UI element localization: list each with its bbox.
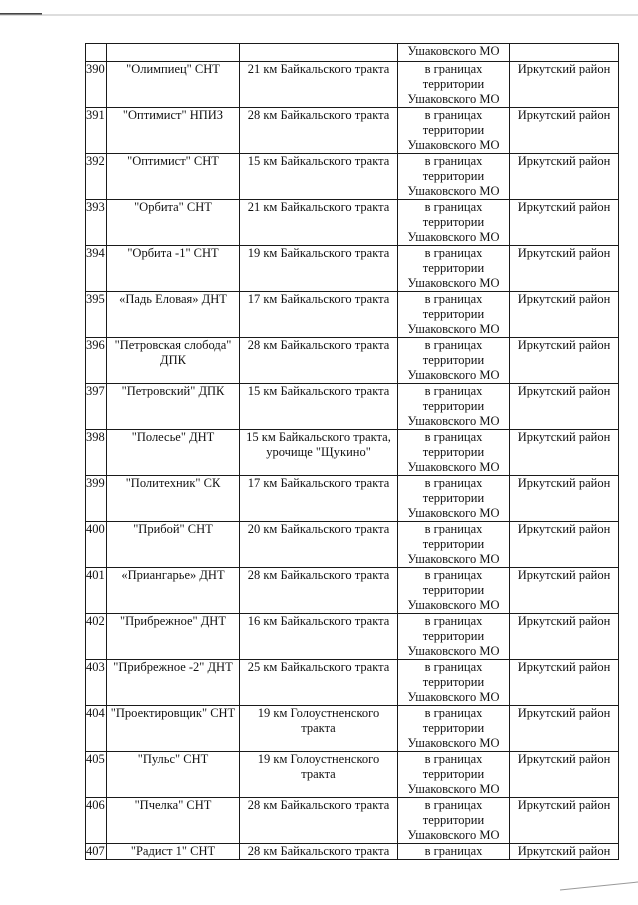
cell-address — [240, 384, 398, 430]
cell-name — [107, 568, 240, 614]
cell-number-line: 398 — [86, 430, 105, 444]
cell-number — [86, 844, 107, 860]
cell-district-line: Иркутский район — [517, 568, 611, 582]
table-row-partial — [86, 844, 619, 860]
cell-location-line: Ушаковского МО — [407, 552, 500, 566]
cell-name — [107, 614, 240, 660]
cell-address — [240, 108, 398, 154]
cell-district — [510, 614, 619, 660]
cell-name-line: "Олимпиец" СНТ — [126, 62, 220, 76]
cell-name-line: "Орбита" СНТ — [134, 200, 212, 214]
cell-address-line: 15 км Байкальского тракта, — [246, 430, 391, 444]
cell-location-line: в границах — [424, 292, 483, 306]
cell-number — [86, 706, 107, 752]
cell-location-line: в границах — [424, 660, 483, 674]
cell-address-line: 19 км Голоустненского — [257, 706, 380, 720]
cell-location-line: Ушаковского МО — [407, 782, 500, 796]
cell-address — [240, 430, 398, 476]
cell-district — [510, 476, 619, 522]
cell-location-line: территории — [422, 307, 485, 321]
cell-location-line: в границах — [424, 108, 483, 122]
cell-location — [398, 338, 510, 384]
cell-number — [86, 200, 107, 246]
cell-number — [86, 62, 107, 108]
cell-name-line: "Радист 1" СНТ — [130, 844, 216, 858]
cell-location-line: в границах — [424, 246, 483, 260]
cell-district — [510, 798, 619, 844]
table-row — [86, 614, 619, 660]
cell-name-line: "Прибой" СНТ — [133, 522, 213, 536]
cell-number — [86, 614, 107, 660]
cell-district — [510, 44, 619, 62]
cell-number-line: 404 — [86, 706, 105, 720]
cell-location-line: территории — [422, 353, 485, 367]
cell-address-line: 28 км Байкальского тракта — [247, 568, 390, 582]
cell-district-line: Иркутский район — [517, 752, 611, 766]
cell-district — [510, 108, 619, 154]
cell-district-line: Иркутский район — [517, 476, 611, 490]
cell-address — [240, 522, 398, 568]
cell-name — [107, 246, 240, 292]
cell-location — [398, 614, 510, 660]
cell-address-line: 15 км Байкальского тракта — [247, 154, 390, 168]
cell-address-line: 19 км Голоустненского — [257, 752, 380, 766]
cell-location — [398, 752, 510, 798]
cell-name-line: "Оптимист" НПИЗ — [122, 108, 224, 122]
cell-location-line: в границах — [424, 430, 483, 444]
cell-district-line: Иркутский район — [517, 660, 611, 674]
cell-address — [240, 844, 398, 860]
cell-location-line: Ушаковского МО — [407, 368, 500, 382]
cell-name — [107, 752, 240, 798]
cell-location-line: территории — [422, 77, 485, 91]
cell-number-line: 396 — [86, 338, 105, 352]
cell-district-line: Иркутский район — [517, 62, 611, 76]
cell-location — [398, 154, 510, 200]
cell-name-line: "Полесье" ДНТ — [131, 430, 215, 444]
cell-number — [86, 522, 107, 568]
cell-location-line: территории — [422, 445, 485, 459]
cell-location-line: Ушаковского МО — [407, 184, 500, 198]
cell-name-line: "Петровский" ДПК — [121, 384, 225, 398]
cell-number-line: 406 — [86, 798, 105, 812]
cell-location — [398, 706, 510, 752]
table-row — [86, 108, 619, 154]
cell-address-line: 28 км Байкальского тракта — [247, 844, 390, 858]
cell-location-line: Ушаковского МО — [407, 644, 500, 658]
cell-address-line: тракта — [301, 721, 336, 735]
cell-district-line: Иркутский район — [517, 798, 611, 812]
cell-location-line: Ушаковского МО — [407, 230, 500, 244]
cell-district — [510, 752, 619, 798]
cell-location-line: территории — [422, 215, 485, 229]
cell-number-line: 394 — [86, 246, 105, 260]
cell-location-line: Ушаковского МО — [407, 322, 500, 336]
cell-location: Ушаковского МО — [398, 44, 510, 62]
cell-number — [86, 44, 107, 62]
cell-name-line: "Оптимист" СНТ — [127, 154, 219, 168]
table-row — [86, 338, 619, 384]
cell-location-line: Ушаковского МО — [407, 460, 500, 474]
cell-location-line: территории — [422, 169, 485, 183]
table-row — [86, 752, 619, 798]
cell-location-line: территории — [422, 399, 485, 413]
cell-number-line: 391 — [86, 108, 105, 122]
cell-district — [510, 292, 619, 338]
cell-location — [398, 108, 510, 154]
cell-district — [510, 706, 619, 752]
cell-district-line: Иркутский район — [517, 384, 611, 398]
cell-location-line: в границах — [424, 706, 483, 720]
cell-location-line: Ушаковского МО — [407, 736, 500, 750]
cell-location-line: Ушаковского МО — [407, 690, 500, 704]
cell-location-line: в границах — [424, 844, 483, 858]
cell-district — [510, 154, 619, 200]
cell-name — [107, 292, 240, 338]
cell-location — [398, 476, 510, 522]
cell-district — [510, 62, 619, 108]
cell-address — [240, 246, 398, 292]
table-row — [86, 200, 619, 246]
cell-number-line: 393 — [86, 200, 105, 214]
cell-name-line: "Политехник" СК — [125, 476, 221, 490]
cell-district — [510, 338, 619, 384]
cell-address — [240, 154, 398, 200]
cell-district — [510, 660, 619, 706]
cell-location-line: территории — [422, 675, 485, 689]
cell-location — [398, 522, 510, 568]
table-row — [86, 476, 619, 522]
cell-district-line: Иркутский район — [517, 522, 611, 536]
registry-table-body — [86, 44, 619, 860]
cell-location — [398, 568, 510, 614]
cell-address-line: тракта — [301, 767, 336, 781]
cell-name-line: "Проектировщик" СНТ — [110, 706, 236, 720]
cell-name — [107, 44, 240, 62]
cell-address — [240, 798, 398, 844]
cell-location-line: территории — [422, 261, 485, 275]
cell-location-line: в границах — [424, 614, 483, 628]
table-row — [86, 384, 619, 430]
cell-location-line: территории — [422, 491, 485, 505]
table-row — [86, 62, 619, 108]
cell-address-line: 28 км Байкальского тракта — [247, 338, 390, 352]
cell-location-line: в границах — [424, 568, 483, 582]
table-row — [86, 706, 619, 752]
cell-number-line: 390 — [86, 62, 105, 76]
cell-address — [240, 200, 398, 246]
cell-location-line: в границах — [424, 752, 483, 766]
cell-number — [86, 154, 107, 200]
cell-address-line: 28 км Байкальского тракта — [247, 108, 390, 122]
table-row — [86, 568, 619, 614]
cell-name-line: "Петровская слобода" — [114, 338, 232, 352]
cell-name — [107, 154, 240, 200]
cell-address — [240, 752, 398, 798]
cell-location — [398, 384, 510, 430]
cell-number-line: 403 — [86, 660, 105, 674]
cell-location-line: Ушаковского МО — [407, 414, 500, 428]
cell-name — [107, 798, 240, 844]
cell-location-line: территории — [422, 629, 485, 643]
cell-number-line: 401 — [86, 568, 105, 582]
cell-location-line: Ушаковского МО — [407, 506, 500, 520]
cell-name — [107, 476, 240, 522]
cell-address — [240, 44, 398, 62]
cell-number — [86, 798, 107, 844]
cell-district-line: Иркутский район — [517, 154, 611, 168]
cell-location-line: в границах — [424, 798, 483, 812]
cell-name — [107, 522, 240, 568]
table-row — [86, 292, 619, 338]
cell-district — [510, 844, 619, 860]
cell-location-line: в границах — [424, 200, 483, 214]
cell-district — [510, 568, 619, 614]
cell-district — [510, 200, 619, 246]
cell-name — [107, 108, 240, 154]
cell-name-line: "Прибрежное -2" ДНТ — [113, 660, 233, 674]
cell-address — [240, 476, 398, 522]
cell-location — [398, 798, 510, 844]
cell-name — [107, 384, 240, 430]
cell-address — [240, 292, 398, 338]
cell-number — [86, 476, 107, 522]
cell-location — [398, 660, 510, 706]
cell-location-line: в границах — [424, 384, 483, 398]
cell-number — [86, 430, 107, 476]
cell-location-line: в границах — [424, 476, 483, 490]
cell-location-line: Ушаковского МО — [407, 138, 500, 152]
cell-district-line: Иркутский район — [517, 844, 611, 858]
cell-name-line: "Прибрежное" ДНТ — [120, 614, 226, 628]
table-row — [86, 660, 619, 706]
cell-location — [398, 246, 510, 292]
cell-number-line: 407 — [86, 844, 105, 858]
cell-number-line: 399 — [86, 476, 105, 490]
cell-location-line: в границах — [424, 62, 483, 76]
cell-number-line: 405 — [86, 752, 105, 766]
cell-address-line: 21 км Байкальского тракта — [247, 200, 390, 214]
cell-district-line: Иркутский район — [517, 246, 611, 260]
cell-district — [510, 522, 619, 568]
cell-location-line: территории — [422, 813, 485, 827]
cell-address-line: 25 км Байкальского тракта — [247, 660, 390, 674]
cell-location-line: Ушаковского МО — [407, 276, 500, 290]
cell-location — [398, 844, 510, 860]
cell-number — [86, 108, 107, 154]
cell-location-line: в границах — [424, 338, 483, 352]
cell-address — [240, 614, 398, 660]
cell-address-line: 16 км Байкальского тракта — [247, 614, 390, 628]
cell-number — [86, 338, 107, 384]
cell-location-line: территории — [422, 767, 485, 781]
cell-number-line: 397 — [86, 384, 105, 398]
cell-district-line: Иркутский район — [517, 338, 611, 352]
cell-address — [240, 660, 398, 706]
table-row — [86, 154, 619, 200]
cell-address-line: 21 км Байкальского тракта — [247, 62, 390, 76]
cell-district-line: Иркутский район — [517, 292, 611, 306]
table-row — [86, 798, 619, 844]
cell-name — [107, 660, 240, 706]
cell-district-line: Иркутский район — [517, 108, 611, 122]
cell-location-line: Ушаковского МО — [407, 92, 500, 106]
cell-number — [86, 752, 107, 798]
cell-number — [86, 568, 107, 614]
registry-table — [85, 43, 619, 860]
cell-location — [398, 200, 510, 246]
cell-number — [86, 384, 107, 430]
cell-number — [86, 292, 107, 338]
cell-district — [510, 430, 619, 476]
cell-name-line: ДПК — [160, 353, 186, 367]
cell-name-line: «Приангарье» ДНТ — [121, 568, 225, 582]
cell-name — [107, 430, 240, 476]
cell-address-line: 19 км Байкальского тракта — [247, 246, 390, 260]
cell-location — [398, 430, 510, 476]
cell-location-line: территории — [422, 721, 485, 735]
cell-name — [107, 338, 240, 384]
table-row-continued — [86, 44, 619, 62]
cell-name-line: "Пчелка" СНТ — [134, 798, 212, 812]
cell-name — [107, 200, 240, 246]
cell-name — [107, 62, 240, 108]
cell-district — [510, 246, 619, 292]
cell-district — [510, 384, 619, 430]
cell-address-line: 15 км Байкальского тракта — [247, 384, 390, 398]
cell-number-line: 392 — [86, 154, 105, 168]
cell-district-line: Иркутский район — [517, 430, 611, 444]
cell-location-line: в границах — [424, 154, 483, 168]
cell-number-line: 402 — [86, 614, 105, 628]
cell-address — [240, 62, 398, 108]
cell-name — [107, 706, 240, 752]
cell-address-line: 28 км Байкальского тракта — [247, 798, 390, 812]
cell-name-line: "Орбита -1" СНТ — [127, 246, 219, 260]
cell-address — [240, 338, 398, 384]
cell-number-line: 395 — [86, 292, 105, 306]
cell-district-line: Иркутский район — [517, 200, 611, 214]
cell-name-line: "Пульс" СНТ — [137, 752, 209, 766]
cell-name-line: «Падь Еловая» ДНТ — [119, 292, 227, 306]
cell-location-line: территории — [422, 537, 485, 551]
cell-location — [398, 62, 510, 108]
cell-name — [107, 844, 240, 860]
cell-location-line: в границах — [424, 522, 483, 536]
cell-address-line: 17 км Байкальского тракта — [247, 292, 390, 306]
cell-address-line: 20 км Байкальского тракта — [247, 522, 390, 536]
cell-location-line: территории — [422, 583, 485, 597]
cell-district-line: Иркутский район — [517, 706, 611, 720]
cell-address — [240, 568, 398, 614]
cell-number — [86, 660, 107, 706]
cell-number — [86, 246, 107, 292]
table-row — [86, 246, 619, 292]
table-row — [86, 522, 619, 568]
cell-address-line: урочище "Щукино" — [266, 445, 371, 459]
cell-location — [398, 292, 510, 338]
cell-address — [240, 706, 398, 752]
cell-location-line: территории — [422, 123, 485, 137]
cell-location-line: Ушаковского МО — [407, 828, 500, 842]
cell-number-line: 400 — [86, 522, 105, 536]
cell-district-line: Иркутский район — [517, 614, 611, 628]
cell-address-line: 17 км Байкальского тракта — [247, 476, 390, 490]
table-row — [86, 430, 619, 476]
cell-location-line: Ушаковского МО — [407, 598, 500, 612]
